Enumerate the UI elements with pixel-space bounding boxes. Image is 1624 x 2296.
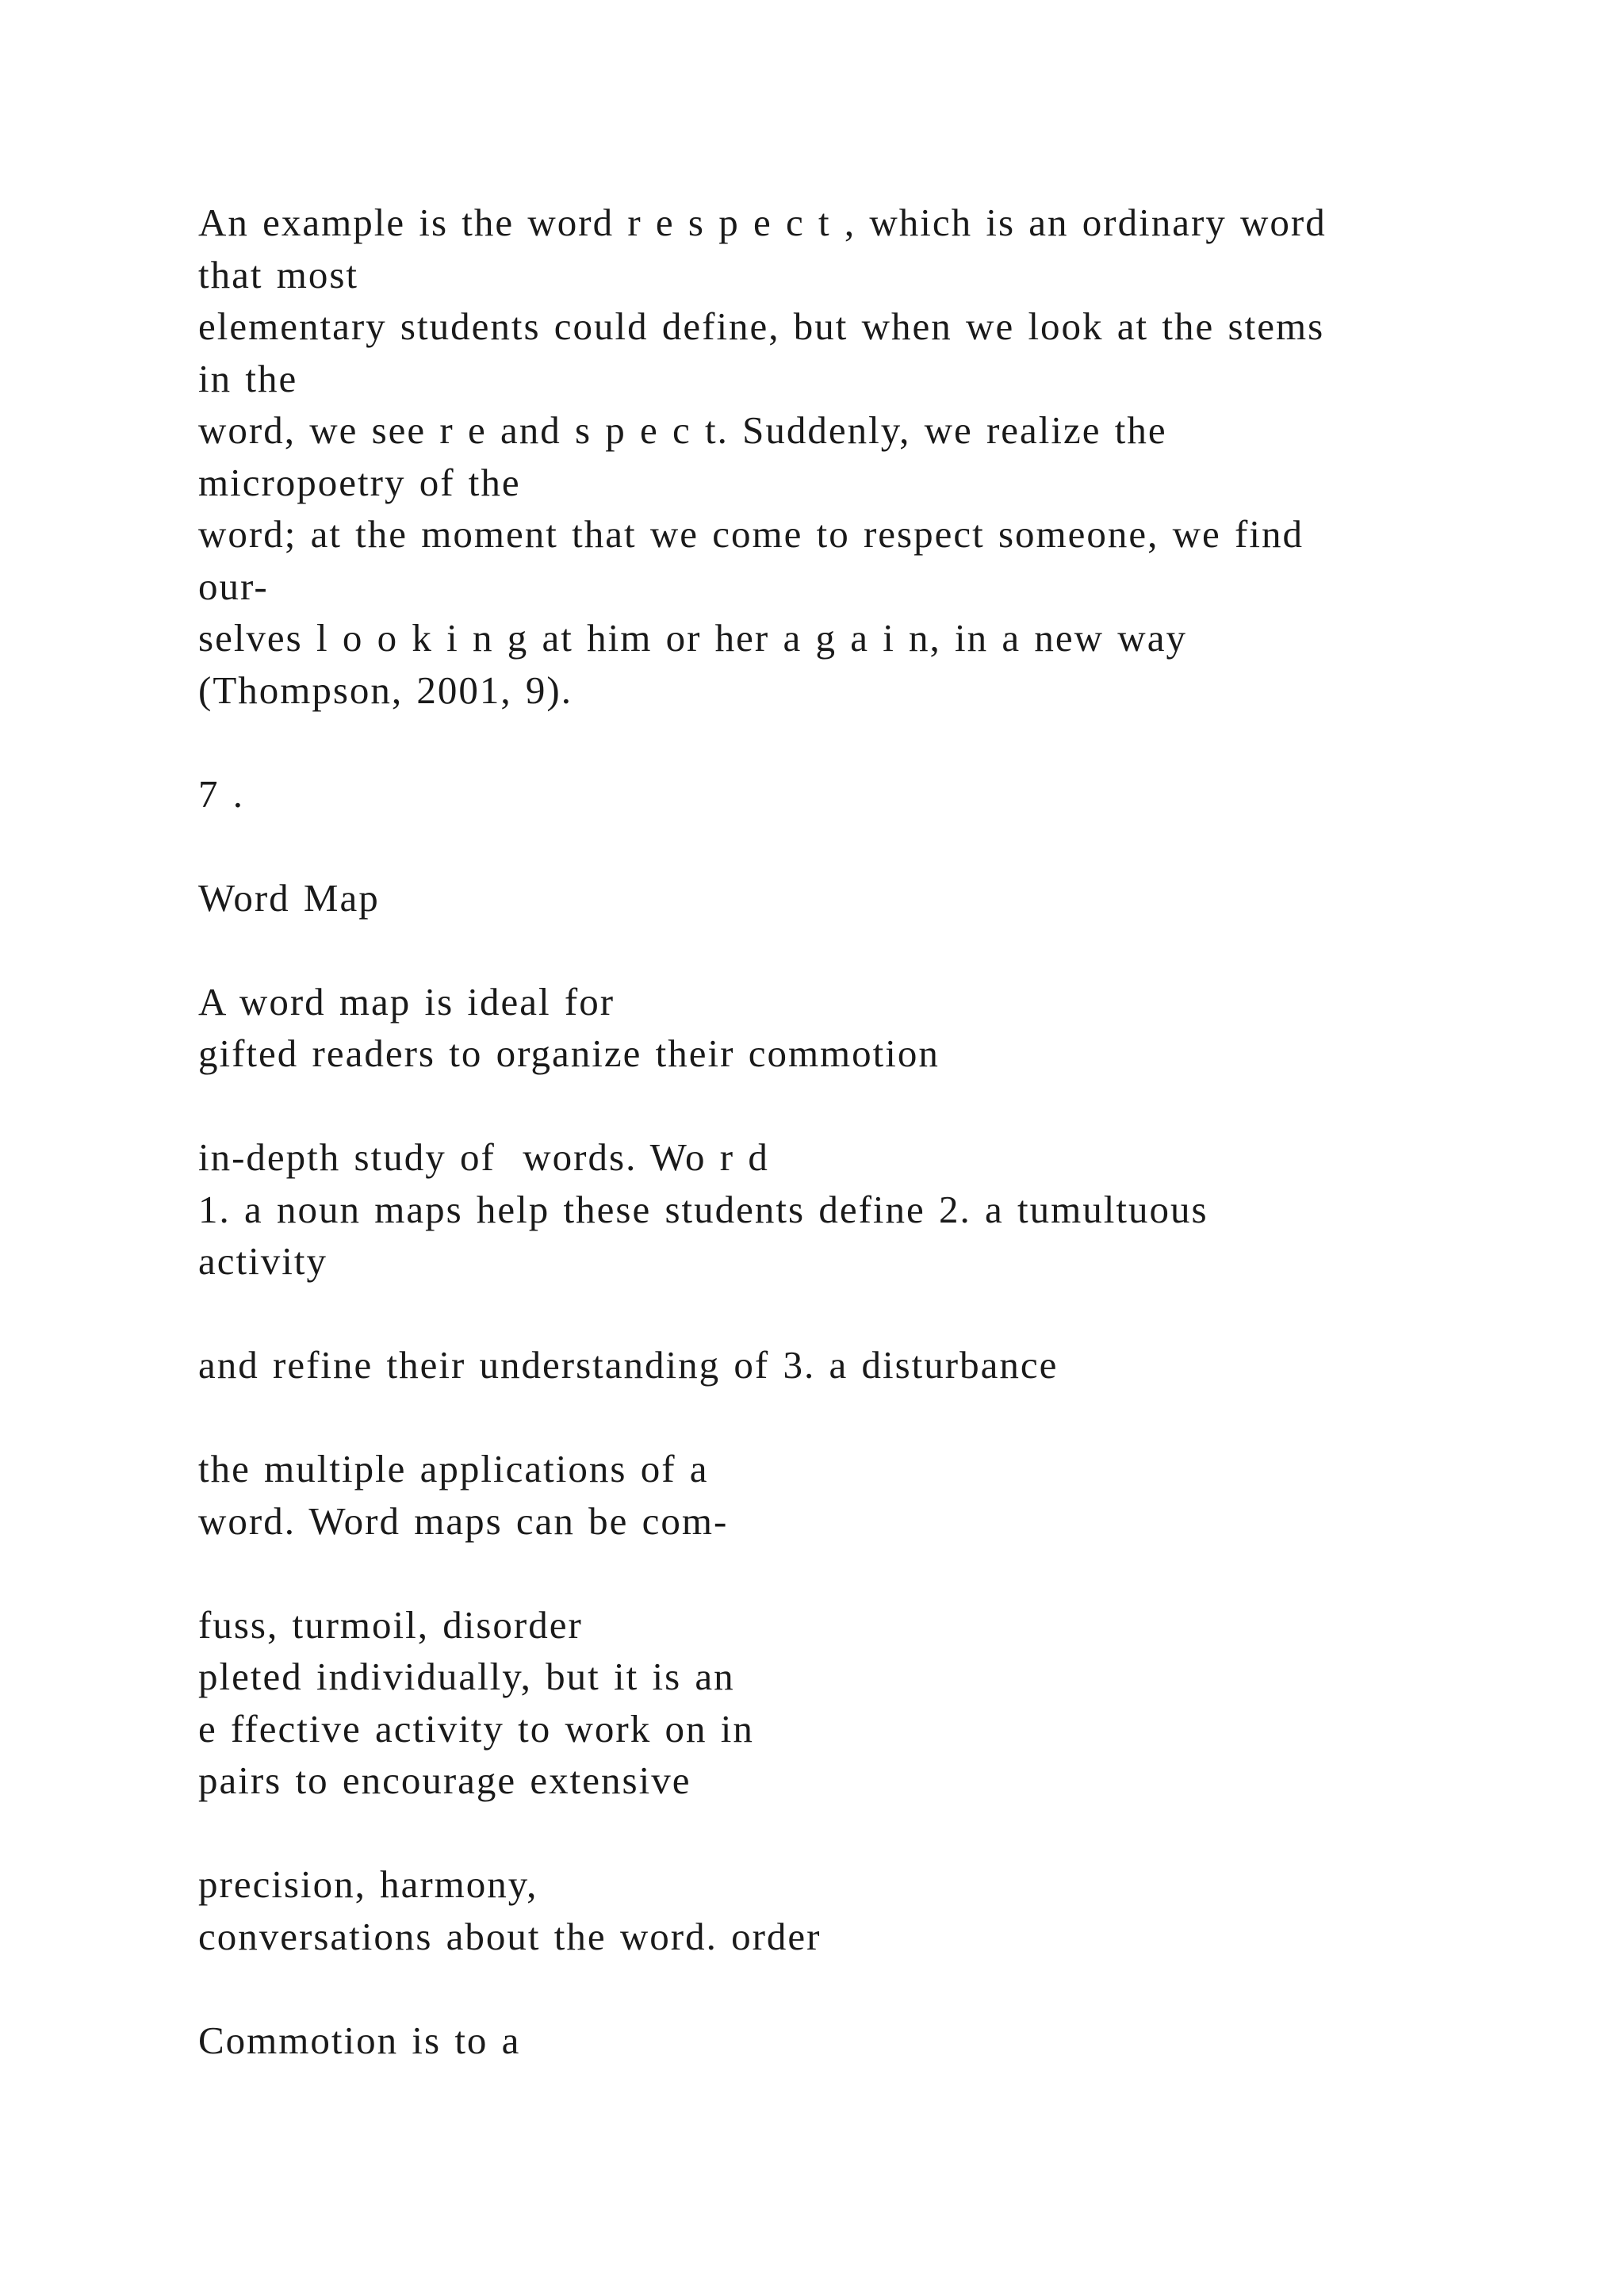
text-line: precision, harmony, [198, 1862, 538, 1906]
text-line: our- [198, 564, 269, 608]
text-line: word. Word maps can be com- [198, 1498, 729, 1543]
blank-line [198, 1391, 1499, 1444]
text-line: An example is the word r e s p e c t , which is an ordinary word [198, 201, 1327, 244]
text-line: (Thompson, 2001, 9). [198, 668, 573, 712]
section-heading: Word Map [198, 875, 380, 920]
document-body [198, 197, 1499, 2066]
blank-line [198, 1962, 1499, 2015]
text-line: in the [198, 356, 298, 400]
text-line: word, we see r e and s p e c t. Suddenly, we realize the [198, 408, 1167, 452]
text-line: pairs to encourage extensive [198, 1758, 691, 1802]
text-line: gifted readers to organize their commotion [198, 1031, 940, 1075]
text-line: and refine their understanding of 3. a disturbance [198, 1343, 1059, 1387]
text-line: the multiple applications of a [198, 1447, 709, 1490]
text-line: fuss, turmoil, disorder [198, 1602, 583, 1647]
text-line: Commotion is to a [198, 2018, 521, 2062]
blank-line [198, 1547, 1499, 1599]
text-line: activity [198, 1239, 327, 1283]
blank-line [198, 716, 1499, 768]
text-line: selves l o o k i n g at him or her a g a i n, in a new way [198, 616, 1187, 660]
text-line: elementary students could define, but when we look at the stems [198, 304, 1325, 348]
text-line: e ffective activity to work on in [198, 1706, 754, 1751]
text-line: that most [198, 252, 359, 297]
blank-line [198, 1807, 1499, 1859]
text-line: A word map is ideal for [198, 979, 615, 1024]
text-line: 1. a noun maps help these students define 2. a tumultuous [198, 1187, 1208, 1231]
blank-line [198, 1288, 1499, 1340]
text-line: word; at the moment that we come to respect someone, we find [198, 512, 1304, 556]
blank-line [198, 820, 1499, 872]
text-line: in-depth study of words. Wo r d [198, 1135, 769, 1179]
text-line: conversations about the word. order [198, 1914, 822, 1958]
blank-line [198, 924, 1499, 976]
text-line: micropoetry of the [198, 460, 521, 504]
section-number: 7 . [198, 771, 244, 816]
blank-line [198, 1080, 1499, 1132]
text-line: pleted individually, but it is an [198, 1655, 735, 1698]
